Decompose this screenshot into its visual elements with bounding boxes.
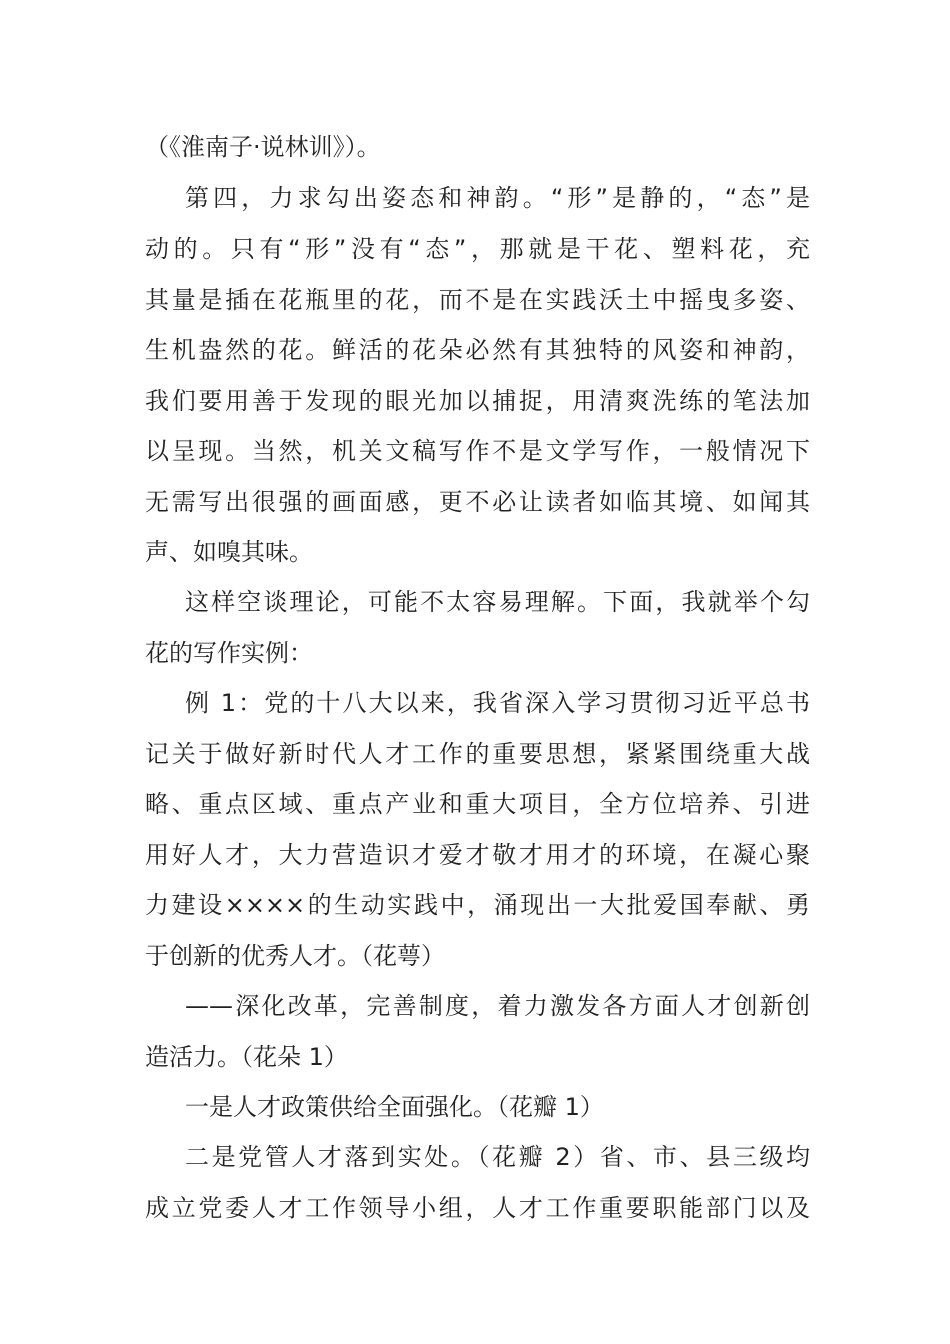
- text-line: 力建设××××的生动实践中，涌现出一大批爱国奉献、勇: [145, 891, 810, 919]
- text-line: 略、重点区域、重点产业和重大项目，全方位培养、引进: [145, 790, 810, 818]
- text-line: 其量是插在花瓶里的花，而不是在实践沃土中摇曳多姿、: [145, 286, 810, 314]
- paragraph-first-line: 一是人才政策供给全面强化。（花瓣 1）: [185, 1093, 604, 1121]
- text-line: 记关于做好新时代人才工作的重要思想，紧紧围绕重大战: [145, 740, 810, 768]
- text-line: 造活力。（花朵 1）: [145, 1043, 348, 1071]
- paragraph-first-line: 第四，力求勾出姿态和神韵。“形”是静的，“态”是: [185, 184, 810, 212]
- text-line: 成立党委人才工作领导小组，人才工作重要职能部门以及: [145, 1194, 810, 1222]
- paragraph-first-line: 这样空谈理论，可能不太容易理解。下面，我就举个勾: [185, 588, 810, 616]
- text-line: 动的。只有“形”没有“态”，那就是干花、塑料花，充: [145, 235, 810, 263]
- text-line: 生机盎然的花。鲜活的花朵必然有其独特的风姿和神韵，: [145, 336, 810, 364]
- text-line: 声、如嗅其味。: [145, 538, 313, 566]
- text-line: 于创新的优秀人才。（花萼）: [145, 942, 445, 970]
- paragraph-first-line: 例 1：党的十八大以来，我省深入学习贯彻习近平总书: [185, 689, 810, 717]
- text-line: 以呈现。当然，机关文稿写作不是文学写作，一般情况下: [145, 437, 810, 465]
- text-line: （《淮南子·说林训》）。: [145, 133, 381, 161]
- text-line: 花的写作实例：: [145, 639, 313, 667]
- text-line: 用好人才，大力营造识才爱才敬才用才的环境，在凝心聚: [145, 841, 810, 869]
- text-line: 我们要用善于发现的眼光加以捕捉，用清爽洗练的笔法加: [145, 387, 810, 415]
- paragraph-first-line: 二是党管人才落到实处。（花瓣 2）省、市、县三级均: [185, 1143, 810, 1171]
- text-line: 无需写出很强的画面感，更不必让读者如临其境、如闻其: [145, 488, 810, 516]
- paragraph-first-line: ——深化改革，完善制度，着力激发各方面人才创新创: [185, 992, 810, 1020]
